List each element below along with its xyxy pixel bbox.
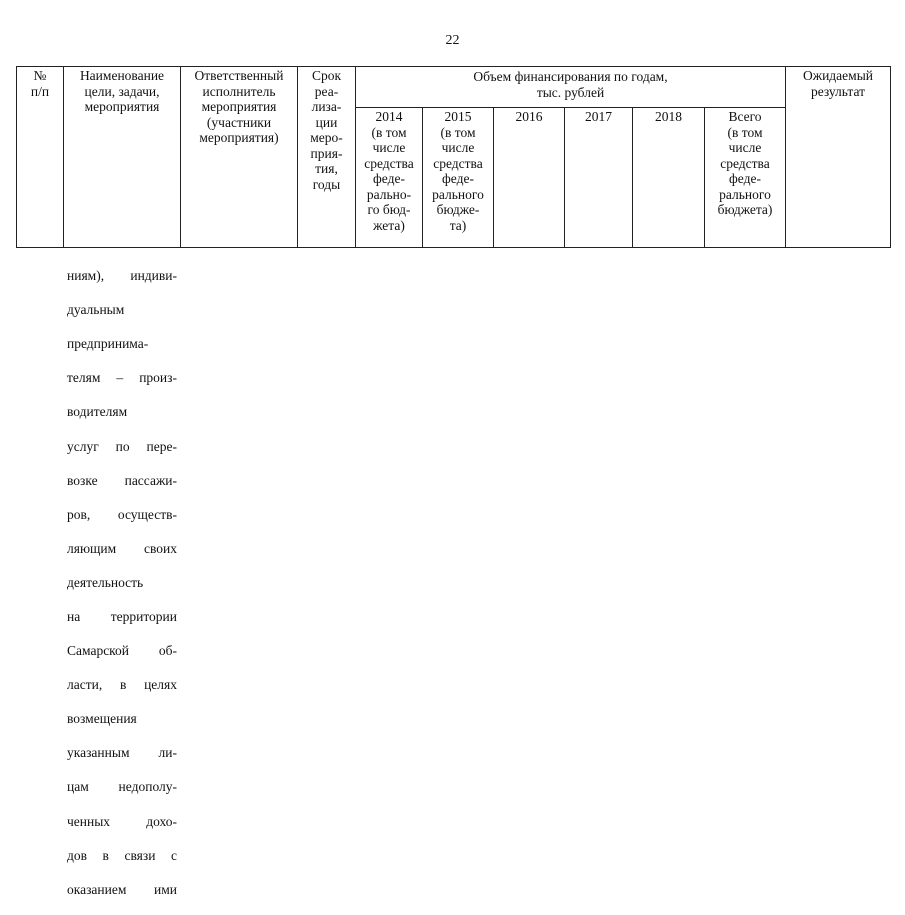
text-line: услуг по пере- bbox=[67, 438, 177, 454]
header-name: Наименование цели, задачи, мероприятия bbox=[64, 67, 181, 248]
page-number: 22 bbox=[445, 33, 460, 48]
text-line: цам недополу- bbox=[67, 779, 177, 795]
text-line: ченных дохо- bbox=[67, 813, 177, 829]
header-year-2018: 2018 bbox=[633, 108, 705, 248]
header-term: Срок реа- лиза- ции меро- прия- тия, годы bbox=[298, 67, 356, 248]
continuation-text bbox=[67, 250, 177, 915]
header-funding: Объем финансирования по годам, тыс. рублей bbox=[356, 67, 786, 108]
header-year-2014: 2014 (в том числе средства феде- рально- го бюд- жета) bbox=[356, 108, 423, 248]
text-line: возке пассажи- bbox=[67, 472, 177, 488]
text-line: указанным ли- bbox=[67, 745, 177, 761]
text-line: дуальным bbox=[67, 302, 125, 318]
header-responsible: Ответственный исполнитель мероприятия (участники мероприятия) bbox=[181, 67, 298, 248]
text-line: деятельность bbox=[67, 574, 144, 590]
header-year-2015: 2015 (в том числе средства феде- рального бюдже- та) bbox=[423, 108, 494, 248]
text-line: ниям), индиви- bbox=[67, 268, 177, 284]
header-number: № п/п bbox=[17, 67, 64, 248]
text-line: возмещения bbox=[67, 711, 137, 727]
text-line: ласти, в целях bbox=[67, 677, 177, 693]
header-total: Всего (в том числе средства феде- рального бюджета) bbox=[705, 108, 786, 248]
text-line: дов в связи с bbox=[67, 847, 177, 863]
text-line: на территории bbox=[67, 608, 177, 624]
text-line: ров, осуществ- bbox=[67, 506, 177, 522]
text-line: ляющим своих bbox=[67, 540, 177, 556]
text-line: Самарской об- bbox=[67, 643, 177, 659]
text-line: предпринима- bbox=[67, 336, 149, 352]
header-year-2016: 2016 bbox=[494, 108, 565, 248]
header-result: Ожидаемый результат bbox=[786, 67, 891, 248]
financing-table bbox=[16, 66, 891, 248]
text-line: водителям bbox=[67, 404, 128, 420]
header-year-2017: 2017 bbox=[565, 108, 633, 248]
text-line: телям – произ- bbox=[67, 370, 177, 386]
text-line: оказанием ими bbox=[67, 881, 177, 897]
